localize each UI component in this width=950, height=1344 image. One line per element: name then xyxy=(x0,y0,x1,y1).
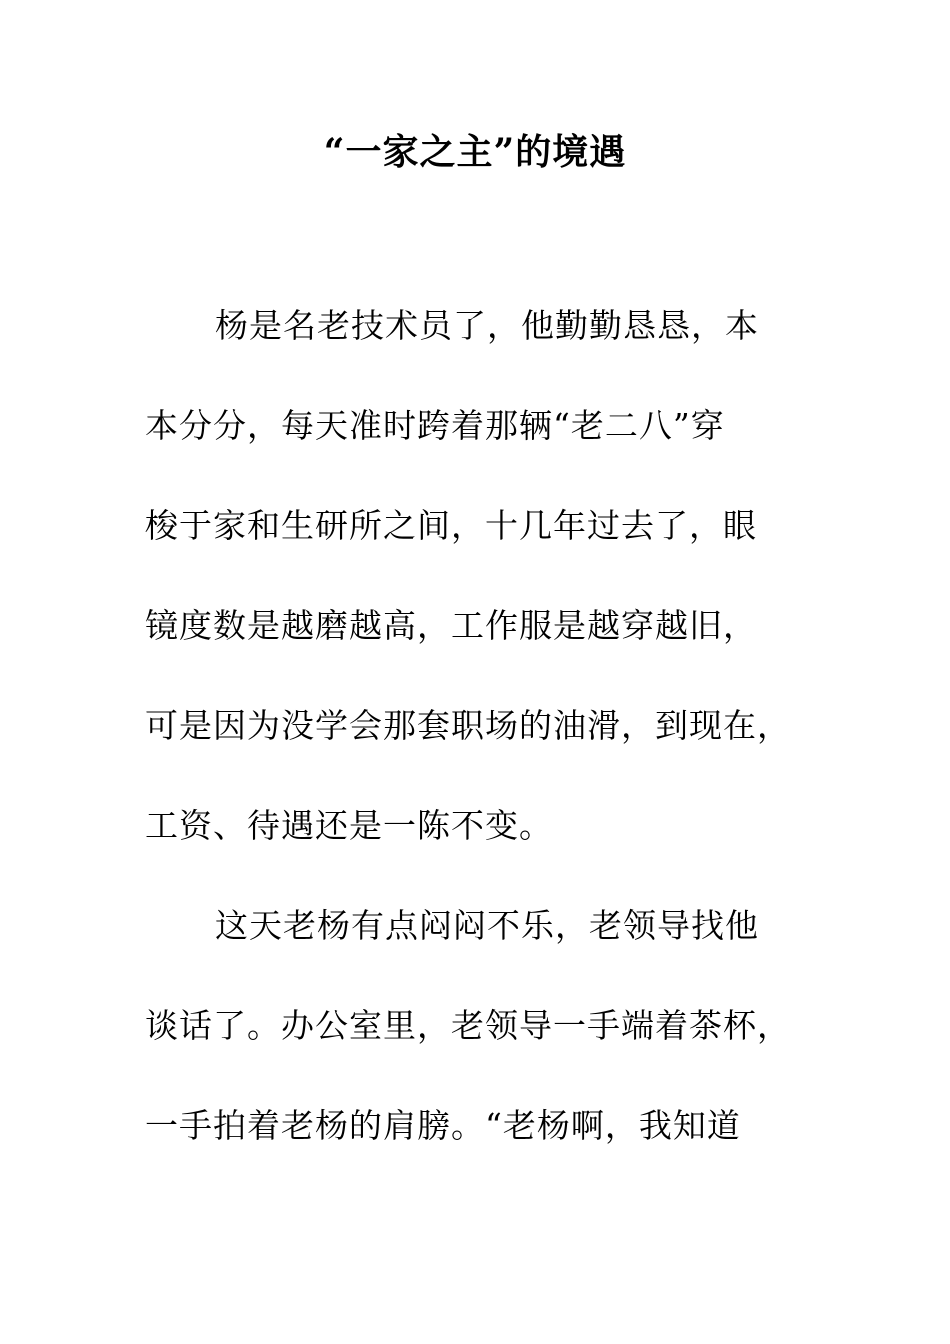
body-line: 谈话了。办公室里，老领导一手端着茶杯， xyxy=(145,1006,791,1045)
body-line: 这天老杨有点闷闷不乐，老领导找他 xyxy=(215,906,759,945)
body-line: 可是因为没学会那套职场的油滑，到现在， xyxy=(145,706,791,745)
body-line: 梭于家和生研所之间，十几年过去了，眼 xyxy=(145,506,757,545)
body-line: 本分分，每天准时跨着那辆“老二八”穿 xyxy=(145,406,725,445)
body-line: 一手拍着老杨的肩膀。“老杨啊，我知道 xyxy=(145,1106,741,1145)
body-line: 镜度数是越磨越高，工作服是越穿越旧， xyxy=(145,606,757,645)
body-line: 工资、待遇还是一陈不变。 xyxy=(145,806,553,845)
document-title: “一家之主”的境遇 xyxy=(323,131,627,173)
body-line: 杨是名老技术员了，他勤勤恳恳，本 xyxy=(215,306,759,345)
